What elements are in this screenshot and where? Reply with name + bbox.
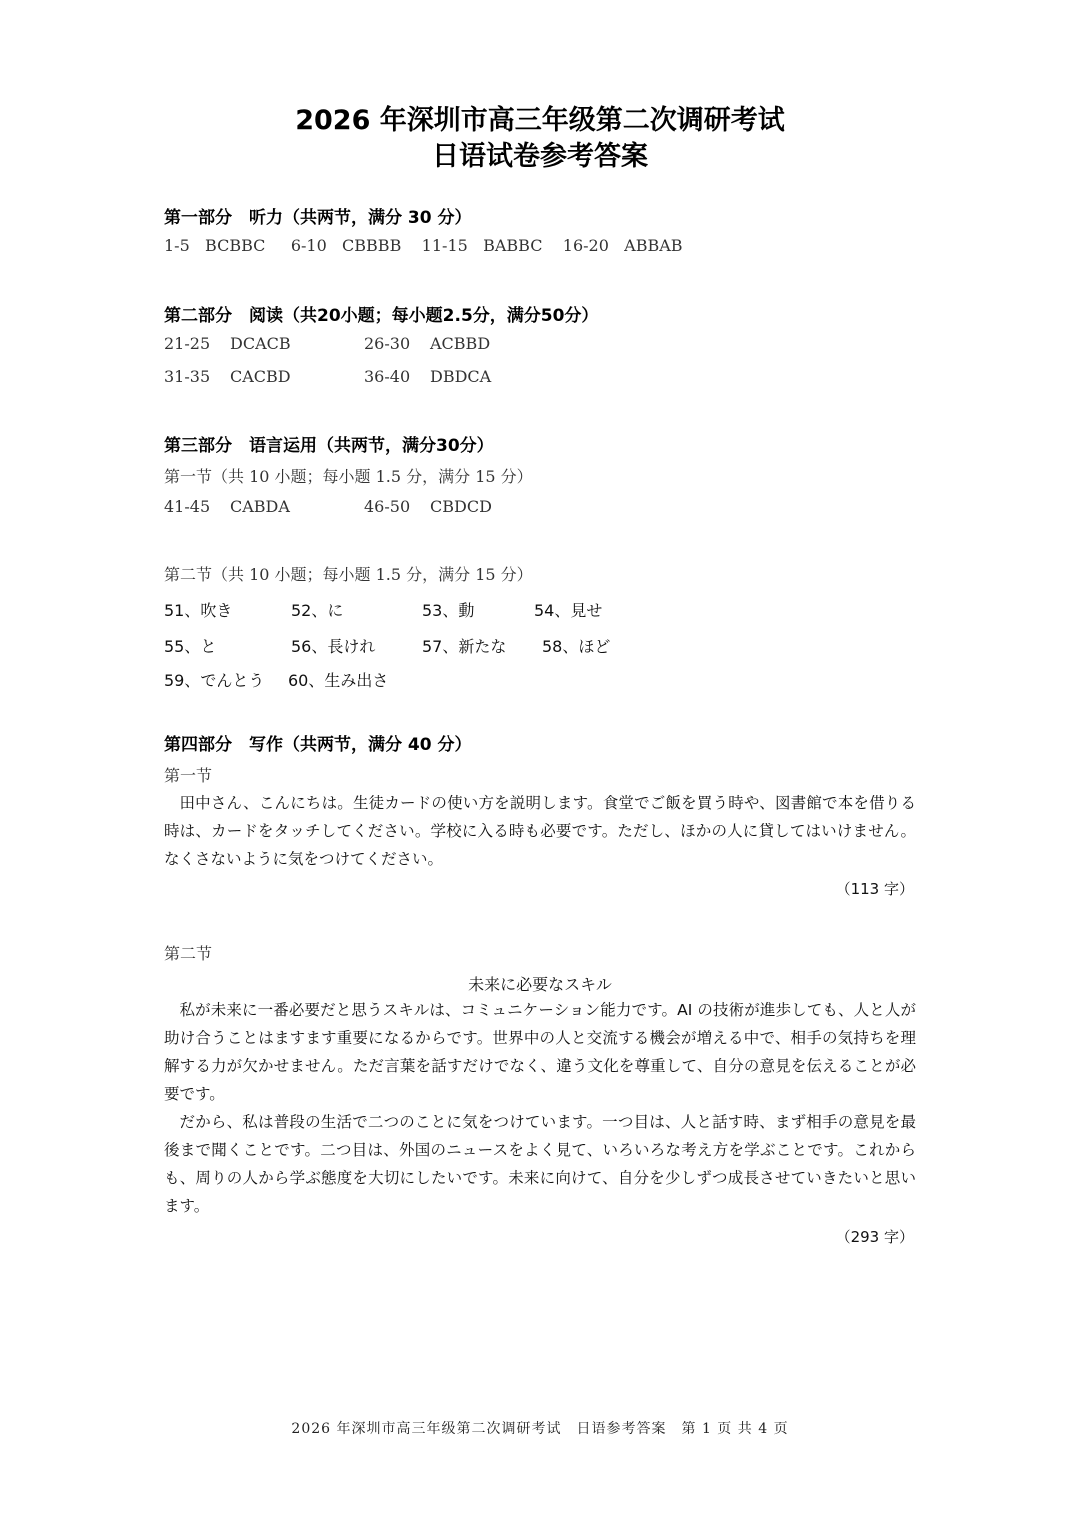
fill-answer: 59、でんとう [164,671,265,690]
answer-letters: CACBD [230,367,291,386]
page-footer: 2026 年深圳市高三年级第二次调研考试 日语参考答案 第 1 页 共 4 页 [291,1421,789,1437]
answer-range: 1-5 [164,236,190,255]
part2-row-2 [164,367,491,386]
part3-sec1-answers [164,497,492,516]
part2-row-1 [164,334,490,353]
answer-range: 6-10 [290,236,327,255]
fill-answer: 51、吹き [164,601,233,620]
part2-heading: 第二部分 阅读（共20小题；每小题2.5分，满分50分） [164,306,599,326]
answer-letters: CBDCD [430,497,492,516]
fill-answer: 60、生み出さ [288,671,389,690]
part4-sec1-count: （113 字） [835,880,914,898]
answer-range: 11-15 [421,236,468,255]
fill-answer: 53、動 [422,601,475,620]
fill-answer: 56、長けれ [291,637,376,656]
title-line-1: 2026 年深圳市高三年级第二次调研考试 [295,105,785,136]
part4-sec1-label: 第一节 [164,766,213,785]
part1-answers [164,236,683,255]
answer-letters: ACBBD [430,334,491,353]
title-line-2: 日语试卷参考答案 [432,141,648,172]
answer-letters: CABDA [230,497,290,516]
part4-sec2-count: （293 字） [835,1228,914,1246]
part3-sec2-row-3 [164,668,388,691]
fill-answer: 57、新たな [422,637,507,656]
essay-paragraph-1: 私が未来に一番必要だと思うスキルは、コミュニケーション能力です。AI の技術が進歩しても、人と人が助け合うことはますます重要になるからです。世界中の人と交流する機会が増える中で、相手の気持ちを理解する力が欠かせません。ただ言葉を話すだけでなく、違う文化を尊重して、自分の意見を伝えることが必要です。 [164,1001,916,1103]
answer-range: 46-50 [364,497,411,516]
part4-sec1-text: 田中さん、こんにちは。生徒カードの使い方を説明します。食堂でご飯を買う時や、図書館で本を借りる時は、カードをタッチしてください。学校に入る時も必要です。ただし、ほかの人に貸してはいけません。なくさないように気をつけてください。 [164,794,916,868]
answer-range: 26-30 [364,334,411,353]
answer-range: 41-45 [164,497,211,516]
answer-letters: CBBBB [342,236,402,255]
part4-sec2-label: 第二节 [164,944,213,963]
part3-sec1-heading: 第一节（共 10 小题；每小题 1.5 分，满分 15 分） [164,467,533,486]
answer-letters: BABBC [483,236,543,255]
answer-range: 36-40 [364,367,411,386]
part1-heading: 第一部分 听力（共两节，满分 30 分） [164,208,472,228]
part3-sec2-row-2 [164,634,610,657]
part3-heading: 第三部分 语言运用（共两节，满分30分） [164,436,494,456]
part4-heading: 第四部分 写作（共两节，满分 40 分） [164,735,472,755]
fill-answer: 52、に [291,601,344,620]
fill-answer: 54、見せ [534,601,603,620]
part3-sec2-heading: 第二节（共 10 小题；每小题 1.5 分，满分 15 分） [164,565,533,584]
answer-range: 21-25 [164,334,211,353]
fill-answer: 58、ほど [542,637,611,656]
essay-paragraph-2: だから、私は普段の生活で二つのことに気をつけています。一つ目は、人と話す時、まず相手の意見を最後まで聞くことです。二つ目は、外国のニュースをよく見て、いろいろな考え方を学ぶことです。これからも、周りの人から学ぶ態度を大切にしたいです。未来に向けて、自分を少しずつ成長させていきたいと思います。 [164,1113,916,1215]
answer-letters: ABBAB [624,236,683,255]
fill-answer: 55、と [164,637,217,656]
answer-letters: BCBBC [205,236,266,255]
answer-letters: DBDCA [430,367,492,386]
answer-range: 31-35 [164,367,211,386]
essay-title: 未来に必要なスキル [468,975,612,994]
answer-range: 16-20 [562,236,609,255]
part3-sec2-row-1 [164,598,602,621]
answer-letters: DCACB [230,334,291,353]
